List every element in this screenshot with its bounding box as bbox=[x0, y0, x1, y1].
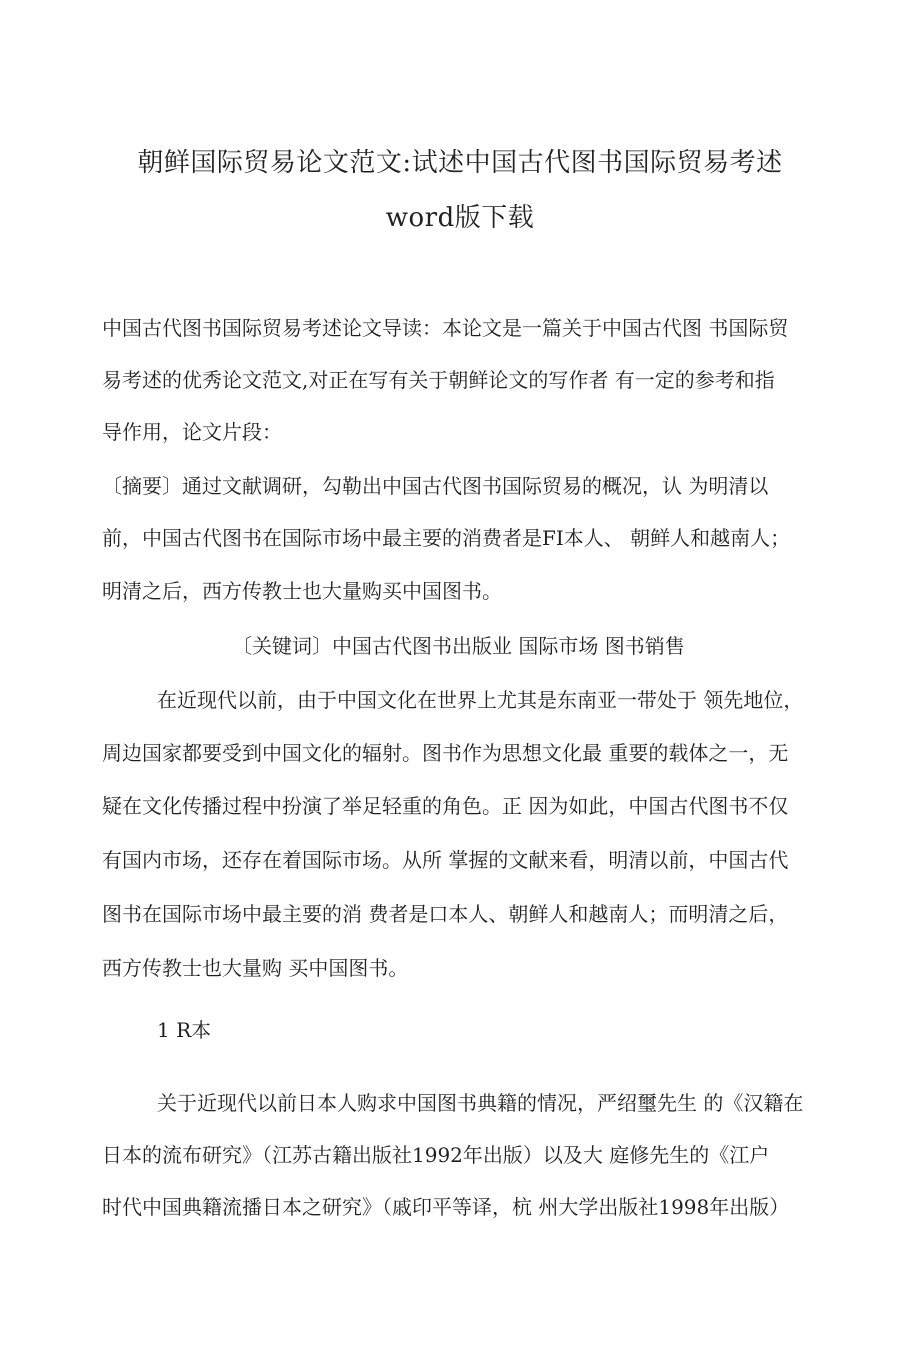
abstract-line-3: 明清之后，西方传教士也大量购买中国图书。 bbox=[102, 579, 502, 603]
body-para1-line-2: 周边国家都要受到中国文化的辐射。图书作为思想文化最 重要的载体之一，无 bbox=[102, 741, 789, 765]
keywords-line: 〔关键词〕中国古代图书出版业 国际市场 图书销售 bbox=[232, 634, 685, 658]
body-para2-line-3: 时代中国典籍流播日本之研究》（戚印平等译，杭 州大学出版社1998年出版） bbox=[102, 1195, 790, 1219]
abstract-line-2: 前，中国古代图书在国际市场中最主要的消费者是FI本人、 朝鲜人和越南人； bbox=[102, 526, 791, 550]
intro-line-1: 中国古代图书国际贸易考述论文导读：本论文是一篇关于中国古代图 书国际贸 bbox=[102, 316, 789, 340]
body-para2-line-2: 日本的流布研究》（江苏古籍出版社1992年出版）以及大 庭修先生的《江户 bbox=[102, 1143, 770, 1167]
intro-line-3: 导作用，论文片段： bbox=[102, 420, 282, 444]
body-para1-line-3: 疑在文化传播过程中扮演了举足轻重的角色。正 因为如此，中国古代图书不仅 bbox=[102, 794, 789, 818]
body-para1-line-5: 图书在国际市场中最主要的消 费者是口本人、朝鲜人和越南人；而明清之后， bbox=[102, 902, 789, 926]
intro-line-2: 易考述的优秀论文范文,对正在写有关于朝鲜论文的写作者 有一定的参考和指 bbox=[102, 368, 775, 392]
abstract-line-1: 〔摘要〕通过文献调研，勾勒出中国古代图书国际贸易的概况，认 为明清以 bbox=[102, 474, 769, 498]
body-para2-line-1: 关于近现代以前日本人购求中国图书典籍的情况，严绍璽先生 的《汉籍在 bbox=[157, 1091, 804, 1115]
document-title-line-1: 朝鲜国际贸易论文范文:试述中国古代图书国际贸易考述 bbox=[137, 148, 783, 178]
body-para1-line-1: 在近现代以前，由于中国文化在世界上尤其是东南亚一带处于 领先地位， bbox=[157, 688, 804, 712]
document-title-line-2: word版下载 bbox=[385, 203, 535, 233]
section-heading: 1 R本 bbox=[157, 1018, 212, 1042]
body-para1-line-6: 西方传教士也大量购 买中国图书。 bbox=[102, 956, 409, 980]
body-para1-line-4: 有国内市场，还存在着国际市场。从所 掌握的文献来看，明清以前，中国古代 bbox=[102, 848, 789, 872]
